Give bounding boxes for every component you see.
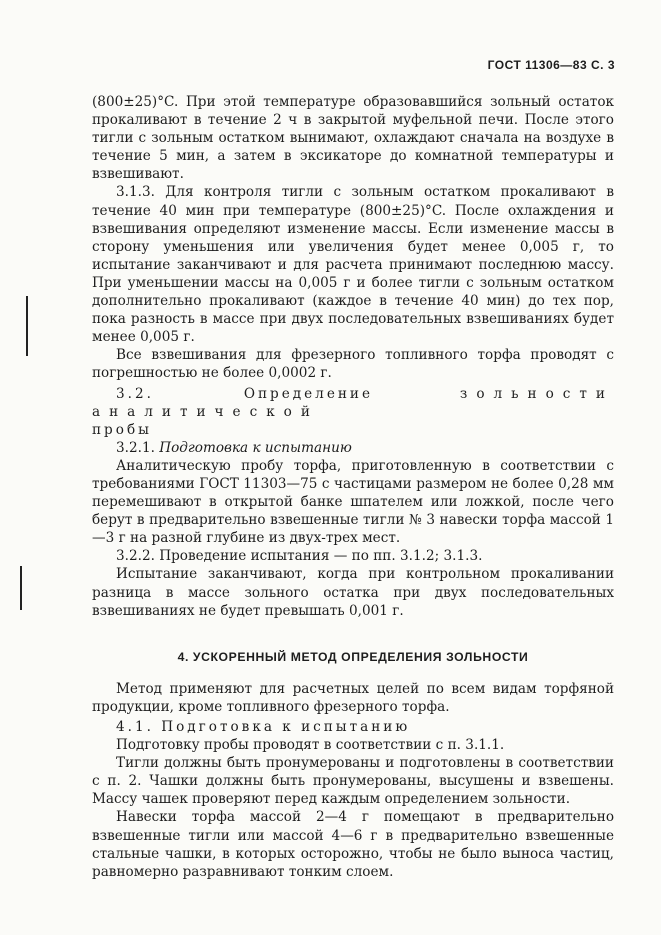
item-number-3-2-1: 3.2.1. [116, 439, 155, 456]
subsection-heading-3-2-last [92, 421, 614, 439]
section-heading-4: 4. УСКОРЕННЫЙ МЕТОД ОПРЕДЕЛЕНИЯ ЗОЛЬНОСТИ [177, 649, 529, 664]
subsection-heading-3-2-part2: зольности [459, 385, 614, 402]
paragraph-sample-preparation: Аналитическую пробу торфа, приготовленную в соответствии с требованиями ГОСТ 11303—75 с частицами размером не более 0,28 мм перемешивают в открытой банке шпателем или ложкой, после чего берут в предварительно взвешенные тигли № 3 навески торфа массой 1—3 г на разной глубине из двух-трех мест. [92, 457, 614, 547]
subsection-heading-3-2-part4: пробы [92, 421, 152, 438]
paragraph-method-purpose: Метод применяют для расчетных целей по всем видам торфяной продукции, кроме топливного фрезерного торфа. [92, 680, 614, 715]
margin-mark-bottom [20, 566, 22, 610]
item-title-3-2-1: Подготовка к испытанию [159, 439, 352, 456]
subsection-heading-3-2-part1: 3.2. Определение [116, 385, 374, 402]
paragraph-continuation: (800±25)°C. При этой температуре образовавшийся зольный остаток прокаливают в течение 2 ч в закрытой муфельной печи. После этого тигли с зольным остатком вынимают, охлаждают сначала на воздухе в течение 5 мин, а затем в эксикаторе до комнатной температуры и взвешивают. [92, 94, 614, 183]
subsection-heading-3-2-part3: аналитической [92, 403, 319, 420]
paragraph-sample-mass: Навески торфа массой 2—4 г помещают в предварительно взвешенные тигли или массой 4—6 г в предварительно взвешенные стальные чашки, в которых осторожно, чтобы не было выноса частиц, равномерно разравнивают тонким слоем. [92, 809, 614, 880]
subsection-heading-3-2 [92, 385, 614, 421]
paragraph-3-2-2: 3.2.2. Проведение испытания — по пп. 3.1.2; 3.1.3. [116, 548, 483, 565]
margin-mark-top [26, 296, 28, 356]
paragraph-test-completion: Испытание заканчивают, когда при контрольном прокаливании разница в массе зольного остатка при двух последовательных взвешиваниях не будет превышать 0,001 г. [92, 566, 614, 619]
subsection-heading-4-1: 4.1. Подготовка к испытанию [116, 719, 411, 735]
paragraph-crucibles: Тигли должны быть пронумерованы и подготовлены в соответствии с п. 2. Чашки должны быть пронумерованы, высушены и взвешены. Массу чашек проверяют перед каждым определением зольности. [92, 755, 614, 808]
paragraph-weighing-precision: Все взвешивания для фрезерного топливного торфа проводят с погрешностью не более 0,0002 г. [92, 347, 614, 382]
paragraph-sample-prep-ref: Подготовку пробы проводят в соответствии с п. 3.1.1. [116, 737, 505, 754]
page-header: ГОСТ 11306—83 С. 3 [487, 58, 615, 72]
item-heading-3-2-1 [92, 439, 614, 457]
document-body [92, 93, 614, 881]
paragraph-3-1-3: 3.1.3. Для контроля тигли с зольным остатком прокаливают в течение 40 мин при температуре (800±25)°C. После охлаждения и взвешивания определяют изменение массы. Если изменение массы в сторону уменьшения или увеличения будет менее 0,005 г, то испытание заканчивают и для расчета принимают последнюю массу. При уменьшении массы на 0,005 г и более тигли с зольным остатком дополнительно прокаливают (каждое в течение 40 мин) до тех пор, пока разность в массе при двух последовательных взвешиваниях будет менее 0,005 г. [92, 184, 614, 346]
